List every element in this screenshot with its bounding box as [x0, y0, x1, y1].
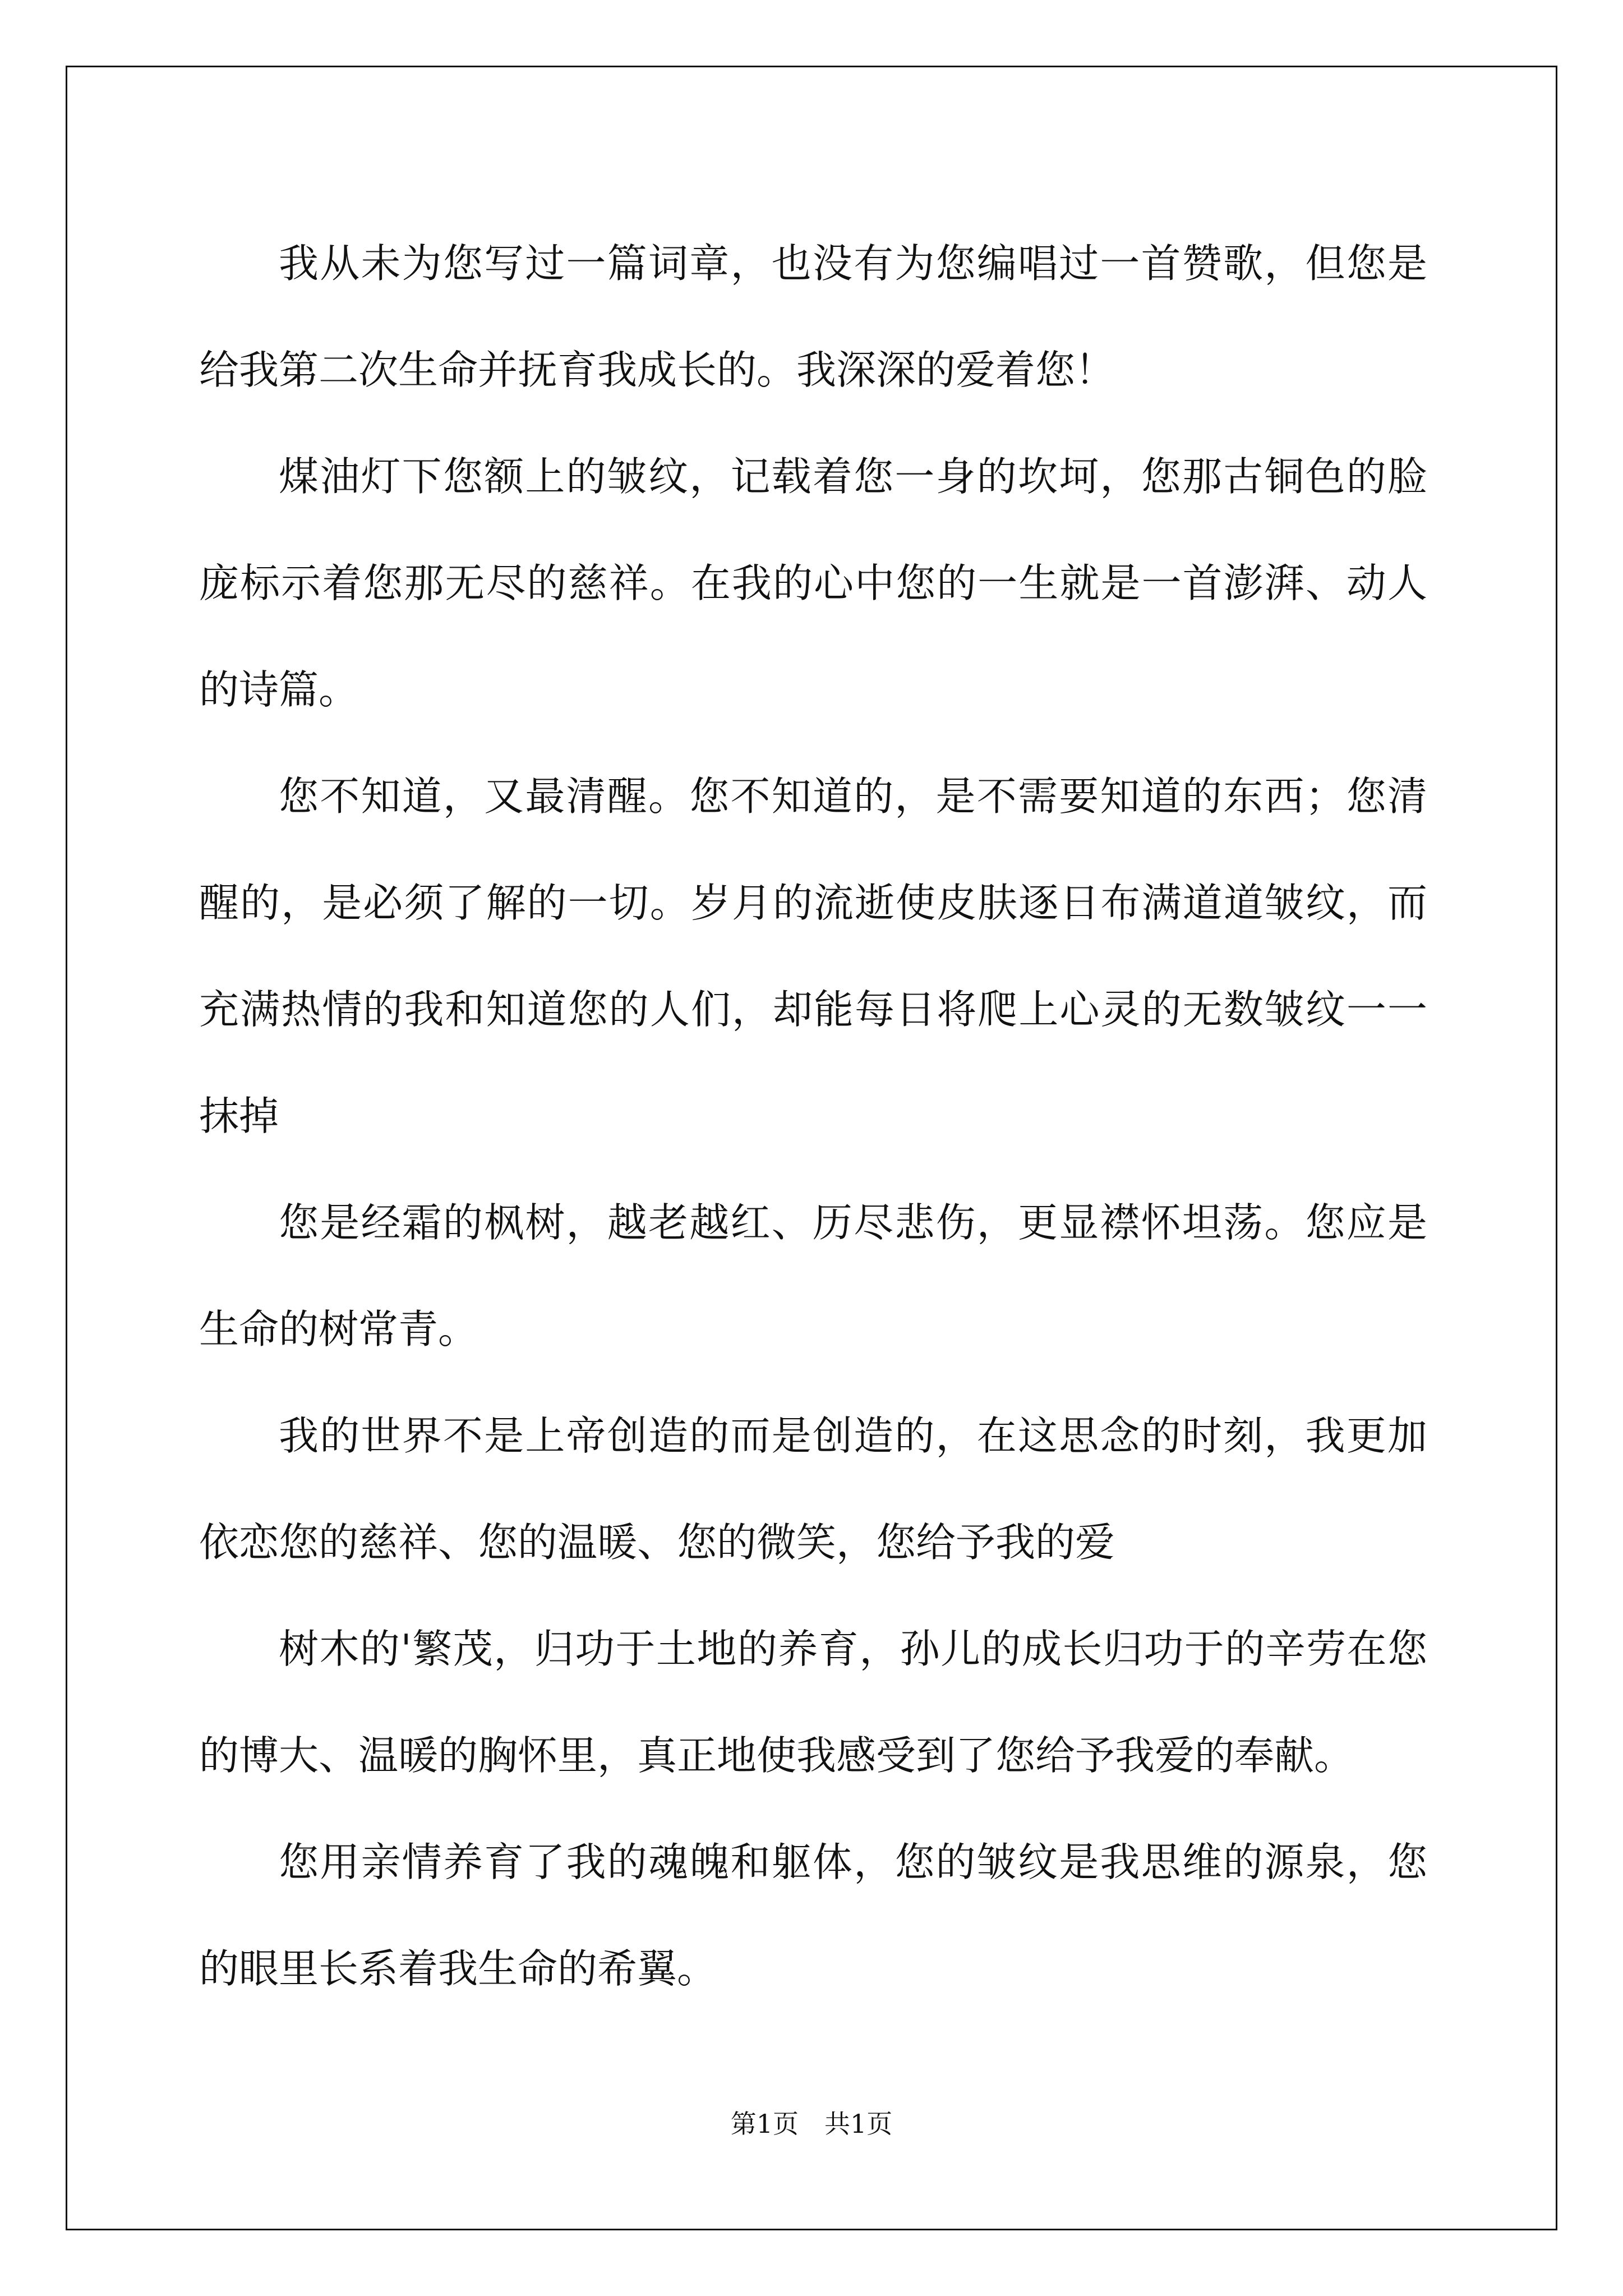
- paragraph: 您是经霜的枫树，越老越红、历尽悲伤，更显襟怀坦荡。您应是生命的树常青。: [199, 1199, 1427, 1352]
- paragraph: 您用亲情养育了我的魂魄和躯体，您的皱纹是我思维的源泉，您的眼里长系着我生命的希翼。: [199, 1839, 1427, 1992]
- paragraph: 我从未为您写过一篇词章，也没有为您编唱过一首赞歌，但您是给我第二次生命并抚育我成长的。我深深的爱着您！: [199, 240, 1427, 393]
- paragraph: 煤油灯下您额上的皱纹，记载着您一身的坎坷，您那古铜色的脸庞标示着您那无尽的慈祥。在我的心中您的一生就是一首澎湃、动人的诗篇。: [199, 453, 1427, 713]
- paragraph: 我的世界不是上帝创造的而是创造的，在这思念的时刻，我更加依恋您的慈祥、您的温暖、您的微笑，您给予我的爱: [199, 1412, 1427, 1566]
- paragraph: 树木的'繁茂，归功于土地的养育，孙儿的成长归功于的辛劳在您的博大、温暖的胸怀里，真正地使我感受到了您给予我爱的奉献。: [199, 1626, 1427, 1779]
- paragraph: 您不知道，又最清醒。您不知道的，是不需要知道的东西；您清醒的，是必须了解的一切。岁月的流逝使皮肤逐日布满道道皱纹，而充满热情的我和知道您的人们，却能每日将爬上心灵的无数皱纹一一抹掉: [199, 773, 1427, 1139]
- page-number-footer: 第1页 共1页: [730, 2109, 893, 2139]
- document-body: [199, 210, 1427, 2022]
